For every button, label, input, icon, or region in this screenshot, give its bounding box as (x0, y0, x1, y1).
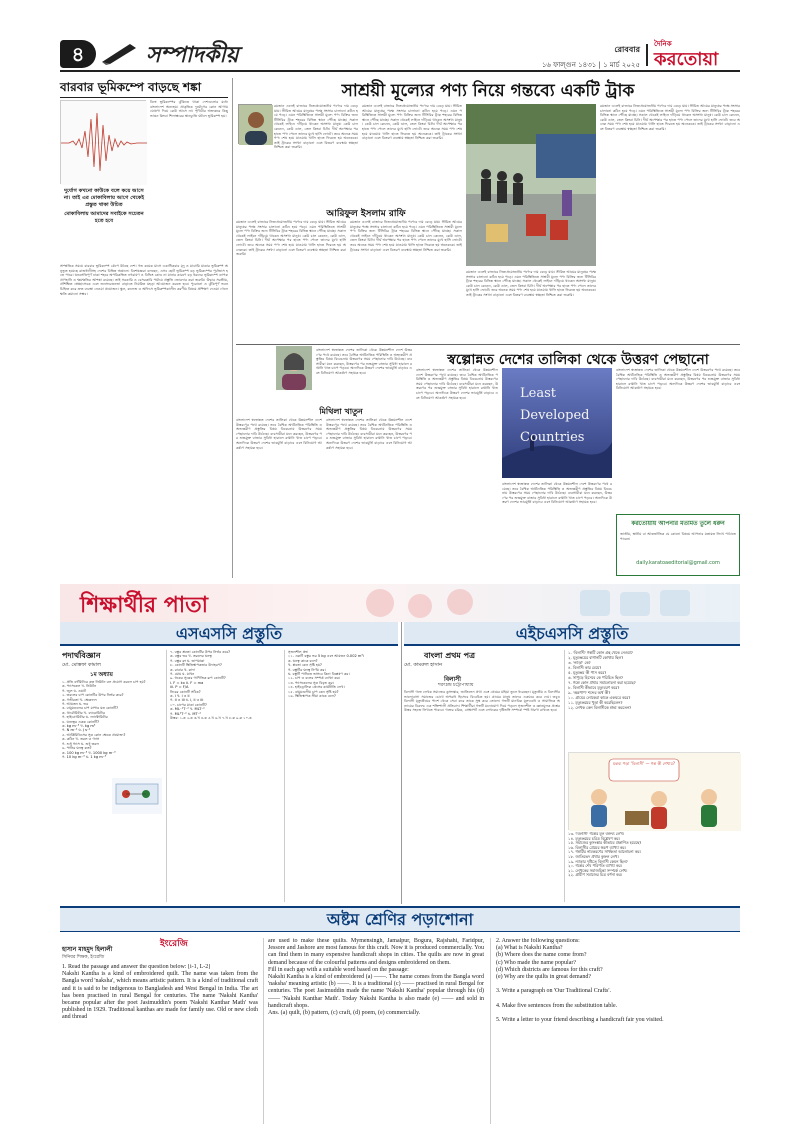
hsc-question-3: ৩. 'ন্যাড়া' কে? (568, 660, 591, 665)
header-divider (646, 44, 648, 66)
ldc-graphic-line3: Countries (520, 430, 585, 445)
ssc-title: এসএসসি প্রস্তুতি (175, 624, 283, 643)
truck-body-4: রমজান এলেই বাজারে নিত্যপ্রয়োজনীয় পণ্যের দাম বেড়ে যায়। সীমিত আয়ের মানুষের পক্ষে সংসার চালানো কঠিন হয়ে পড়ে। এমন পরিস্থিতিতে সাশ্রয়ী মূল্যে পণ্য বিক্রির জন্য টিসিবির ট্রাক শহরের বিভিন্ন স্থানে পৌঁছে যাচ্ছে। সকাল থেকেই লাইনে দাঁড়িয়ে থাকেন অসংখ্য মানুষ। কেউ চাল কেনেন, কেউ ডাল, তেল কিংবা চিনি। দীর্ঘ অপেক্ষার পর হাতে পণ্য পেলে তাদের মুখে হাসি ফোটে। তবে অনেক সময় পণ্য শেষ হয়ে যাওয়ায় খালি হাতে ফিরতে হয় অনেককে। তাই ট্রাকের সংখ্যা বাড়ানো এবং বিতরণ ব্যবস্থায় স্বচ্ছতা নিশ্চিত করা জরুরি। (350, 220, 462, 252)
truck-author: আরিফুল ইসলাম রাফি (326, 209, 406, 219)
hsc-cartoon-caption: মন্তব্য পড়া 'বিলাসী' — গল্প কী শেখায়? (613, 761, 675, 766)
hsc-question-12: ১২. লেখক কেন বিলাসীকে শ্রদ্ধা করতেন? (568, 705, 632, 710)
earthquake-article (60, 76, 228, 580)
ssc-mcq-col3: সৃজনশীল প্রশ্ন ১১. একটি বস্তুর ভর 5 kg এবং আয়তন 0.002 m³। ক. ঘনত্ব কাকে বলে? খ. প্লবতা কেন সৃষ্টি হয়? গ. বস্তুটির ঘনত্ব নির্ণয় কর। ঘ. বস্তুটি পানিতে ভাসবে কিনা বিশ্লেষণ কর। ১২. চাপ ও বলের সম্পর্ক ব্যাখ্যা কর। ১৩. প্যাসকেলের সূত্র বিবৃত কর। ১৪. হাইড্রোলিক প্রেসের কার্যনীতি লেখ। ১৫. বায়ুমণ্ডলীয় চাপ কেন সৃষ্টি হয়? ১৬. স্থিতিস্থাপক সীমা কাকে বলে? (288, 650, 365, 699)
pen-icon (100, 40, 140, 66)
hsc-title-bar (404, 622, 740, 646)
hsc-story-author: শরৎচন্দ্র চট্টোপাধ্যায় (438, 683, 474, 688)
brand-name: করতোয়া (654, 49, 719, 70)
section-rule-1 (236, 344, 740, 345)
hsc-question-1: ১. 'বিলাসী' গল্পটি কোন গ্রন্থ থেকে নেওয়া? (568, 650, 633, 655)
class8-col-divider-1 (263, 938, 264, 1124)
ssc-teacher: মো. মোস্তফা কামাল (62, 662, 101, 668)
hsc-question-11: ১১. মৃত্যুঞ্জয়ের খুড়া কী করেছিলেন? (568, 700, 623, 705)
header-date-block (520, 44, 640, 71)
ldc-article (236, 346, 740, 580)
hsc-question-13: ১৩. 'বিলাসী' গল্পের মূল বক্তব্য লেখ। (568, 832, 624, 836)
truck-body-5: রমজান এলেই বাজারে নিত্যপ্রয়োজনীয় পণ্যের দাম বেড়ে যায়। সীমিত আয়ের মানুষের পক্ষে সংসার চালানো কঠিন হয়ে পড়ে। এমন পরিস্থিতিতে সাশ্রয়ী মূল্যে পণ্য বিক্রির জন্য টিসিবির ট্রাক শহরের বিভিন্ন স্থানে পৌঁছে যাচ্ছে। সকাল থেকেই লাইনে দাঁড়িয়ে থাকেন অসংখ্য মানুষ। কেউ চাল কেনেন, কেউ ডাল, তেল কিংবা চিনি। দীর্ঘ অপেক্ষার পর হাতে পণ্য পেলে তাদের মুখে হাসি ফোটে। তবে অনেক সময় পণ্য শেষ হয়ে যাওয়ায় খালি হাতে ফিরতে হয় অনেককে। তাই ট্রাকের সংখ্যা বাড়ানো এবং বিতরণ ব্যবস্থায় স্বচ্ছতা নিশ্চিত করা জরুরি। (600, 104, 740, 131)
ldc-body-lead: বাংলাদেশ স্বল্পোন্নত দেশের তালিকা থেকে উন্নয়নশীল দেশে উত্তরণের পথে রয়েছে। তবে বৈশ্বিক অর্থনৈতিক পরিস্থিতি ও অভ্যন্তরীণ প্রস্তুতির বিষয় বিবেচনায় উত্তরণের সময় পেছানোর দাবি উঠেছে। ব্যবসায়ীরা মনে করছেন, উত্তরণের পর শুল্কমুক্ত বাজার সুবিধা হারালে রপ্তানি খাত চাপে পড়বে। অন্যদিকে উত্তরণ দেশের ভাবমূর্তি বাড়াবে এবং বিনিয়োগ আকর্ষণে সহায়ক হবে। (316, 348, 412, 375)
ssc-chapter: ১ম অধ্যায় (90, 672, 113, 678)
truck-photo (466, 104, 596, 266)
hsc-question-16: ১৬. বিলাসীর প্রেমের স্বরূপ ব্যাখ্যা কর। (568, 844, 626, 850)
hsc-question-4: ৪. বিলাসী কার মেয়ে? (568, 665, 602, 670)
page-header (0, 0, 800, 72)
hsc-teacher: মো. কামরুল হাসান (404, 662, 443, 668)
hsc-section (404, 622, 740, 904)
class8-col1: 1. Read the passage and answer the question below: [i-1, L-2] Nakshi Kantha is a kind of embroidered quilt. The name was taken from the Bangla word 'naksha', which means artistic pattern. It is a kind of traditional craft and it is said to be indigenous to Bangladesh and West Bengal in India. The art has been practised in rural Bengal for centuries. The name 'Nakshi Kantha' became popular after the poet Jasimuddin's poem 'Nakshi Kanthar Math' was published in 1929. Traditional kanthas are made for family use. Old or new cloth and thread (62, 964, 258, 1021)
header-rule (60, 70, 740, 72)
header-day: রোববার (614, 45, 640, 54)
column-divider (232, 78, 233, 578)
ssc-hsc-divider (401, 622, 402, 904)
hsc-question-2: ২. মৃত্যুঞ্জয়ের বাগানটি কোথায় ছিল? (568, 655, 624, 660)
ssc-mcq-col2: ৭. বস্তুর প্লবতা কোনটির উপর নির্ভর করে? ক. বস্তুর ভর খ. তরলের ঘনত্ব গ. বস্তুর রং ঘ. তাপমাত্রা ৮. কোনটি স্থিতিস্থাপকতার উদাহরণ? ক. রাবার খ. কাদা গ. মোম ঘ. মাখন ৯. হুকের সূত্রের গাণিতিক রূপ কোনটি? i. F = kx ii. F = ma iii. P = F/A নিচের কোনটি সঠিক? ক. i খ. i ও ii গ. ii ও iii ঘ. i, ii ও iii ১০. চাপের মাত্রা কোনটি? ক. ML⁻¹T⁻² খ. MLT⁻² গ. ML²T⁻² ঘ. MT⁻² উত্তর: ১.ক ২.ক ৩.খ ৪.ক ৫.খ ৬.খ ৭.খ ৮.ক ৯.ক ১০.ক (170, 650, 252, 721)
earthquake-side-text: বিশ্বে ভূমিকম্পের ঝুঁকিতে থাকা দেশগুলোর মধ্যে বাংলাদেশ অন্যতম। প্রাকৃতিক দুর্যোগের কোন আগাম ঘোষণা দিয়ে কেউ আসে না। পৃথিবীর অভ্যন্তরে কিছু ভাঙন কিংবা শিলাস্তরের স্থানচ্যুতি ঘটলে ভূমিকম্প হয়। (150, 100, 228, 118)
ldc-graphic-line1: Least (520, 386, 556, 401)
author-photo (238, 104, 272, 144)
ssc-title-bar (60, 622, 398, 646)
callout-text-1: দুর্যোগ কখনো কাউকে বলে কয়ে আসে না। তাই এর মোকাবিলায় আগে থেকেই প্রস্তুত থাকা উচিত (63, 188, 145, 208)
hsc-story-title: বিলাসী (444, 676, 461, 683)
ldc-title: স্বল্পোন্নত দেশের তালিকা থেকে উত্তরণ পেছানো (447, 352, 709, 368)
hsc-question-22: ২২. গ্রামীণ সমাজের চিত্র বর্ণনা কর। (568, 872, 623, 878)
opinion-contact-title: করতোয়ায় আপনার মতামত তুলে ধরুন (631, 520, 725, 527)
earthquake-title-bar (60, 76, 228, 98)
hsc-question-19: ১৯. ন্যাড়ার দৃষ্টিতে বিলাসী কেমন ছিল? (568, 858, 628, 864)
ldc-body-3: বাংলাদেশ স্বল্পোন্নত দেশের তালিকা থেকে উন্নয়নশীল দেশে উত্তরণের পথে রয়েছে। তবে বৈশ্বিক অর্থনৈতিক পরিস্থিতি ও অভ্যন্তরীণ প্রস্তুতির বিষয় বিবেচনায় উত্তরণের সময় পেছানোর দাবি উঠেছে। ব্যবসায়ীরা মনে করছেন, উত্তরণের পর শুল্কমুক্ত বাজার সুবিধা হারালে রপ্তানি খাত চাপে পড়বে। অন্যদিকে উত্তরণ দেশের ভাবমূর্তি বাড়াবে এবং বিনিয়োগ আকর্ষণে সহায়ক হবে। (416, 368, 498, 400)
ssc-col-divider-1 (166, 650, 167, 902)
section-title: সম্পাদকীয় (146, 42, 239, 68)
hsc-question-17: ১৭. গল্পটির নামকরণের সার্থকতা আলোচনা কর। (568, 849, 641, 855)
education-band (60, 584, 740, 622)
ldc-body-2: বাংলাদেশ স্বল্পোন্নত দেশের তালিকা থেকে উন্নয়নশীল দেশে উত্তরণের পথে রয়েছে। তবে বৈশ্বিক অর্থনৈতিক পরিস্থিতি ও অভ্যন্তরীণ প্রস্তুতির বিষয় বিবেচনায় উত্তরণের সময় পেছানোর দাবি উঠেছে। ব্যবসায়ীরা মনে করছেন, উত্তরণের পর শুল্কমুক্ত বাজার সুবিধা হারালে রপ্তানি খাত চাপে পড়বে। অন্যদিকে উত্তরণ দেশের ভাবমূর্তি বাড়াবে এবং বিনিয়োগ আকর্ষণে সহায়ক হবে। (326, 418, 412, 450)
class8-band (60, 906, 740, 932)
class8-col3: 2. Answer the following questions: (a) What is Nakshi Kantha? (b) Where does the name come from? (c) Who made the name popular? (d) Which districts are famous for this craft? (e) Why are the quilts in great demand? 3. Write a paragraph on 'Our Traditional Crafts'. 4. Make five sentences from the substitution table. 5. Write a letter to your friend describing a handicraft fair you visited. (496, 938, 664, 1024)
truck-title: সাশ্রয়ী মূল্যের পণ্য নিয়ে গন্তব্যে একটি ট্রাক (341, 81, 635, 101)
hsc-cartoon (568, 752, 740, 830)
truck-article (236, 76, 740, 342)
class8-col2: are used to make these quilts. Mymensingh, Jamalpur, Bogura, Rajshahi, Faridpur, Jessore and Jashore are most famous for this craft. Now it is produced commercially. You can find them in many expensive handicraft shops in cities. The quilts are now in great demand because of the colourful patterns and designs embroidered on them. Fill in each gap with a suitable word based on the passage: Nakshi Kantha is a kind of embroidered (a) ——. The name comes from the Bangla word 'naksha' meaning artistic (b) ——. It is a traditional (c) —— practised in rural Bengal for centuries. The poet Jasimuddin made the name 'Nakshi Kantha' popular through his (d) —— 'Nakshi Kanthar Math'. Today Nakshi Kantha is also made (e) —— and sold in handicraft shops. Ans. (a) quilt, (b) pattern, (c) craft, (d) poem, (e) commercially. (268, 938, 484, 1017)
ldc-author-photo (276, 346, 312, 390)
hsc-body-col1: বিলাসী গল্পে লেখক সমাজের কুসংস্কার, জাতিভেদ প্রথা এবং প্রেমের মহিমা তুলে ধরেছেন। মৃত্যুঞ্জয় ও বিলাসীর ভালোবাসা সমাজের চোখে অপরাধ হিসেবে বিবেচিত হয়। গ্রামের মানুষ তাদের একঘরে করে দেয়। তবুও বিলাসী মৃত্যুঞ্জয়ের পাশে থেকে সেবা করে তাকে সুস্থ করে তোলে। গল্পটি মানবিক মূল্যবোধ ও সামাজিক অন্যায়ের বিরুদ্ধে এক শক্তিশালী প্রতিবাদ। শিক্ষার্থীরা গল্পটি মনোযোগ দিয়ে পড়লে সৃজনশীল ও জ্ঞানমূলক প্রশ্নের উত্তর সহজে লিখতে পারবে। গল্পের চরিত্র, প্রেক্ষাপট এবং লেখকের দৃষ্টিভঙ্গি সম্পর্কে স্পষ্ট ধারণা রাখতে হবে। (404, 690, 560, 713)
brand-logo (654, 38, 744, 70)
hsc-question-20: ২০. গল্পের শেষ পরিণতি ব্যাখ্যা কর। (568, 863, 622, 869)
ldc-author: মিথিলা খাতুন (319, 407, 363, 416)
ldc-body-5: বাংলাদেশ স্বল্পোন্নত দেশের তালিকা থেকে উন্নয়নশীল দেশে উত্তরণের পথে রয়েছে। তবে বৈশ্বিক অর্থনৈতিক পরিস্থিতি ও অভ্যন্তরীণ প্রস্তুতির বিষয় বিবেচনায় উত্তরণের সময় পেছানোর দাবি উঠেছে। ব্যবসায়ীরা মনে করছেন, উত্তরণের পর শুল্কমুক্ত বাজার সুবিধা হারালে রপ্তানি খাত চাপে পড়বে। অন্যদিকে উত্তরণ দেশের ভাবমূর্তি বাড়াবে এবং বিনিয়োগ আকর্ষণে সহায়ক হবে। (502, 482, 612, 505)
hsc-question-8: ৮. বিলাসী কীভাবে মৃত্যুবরণ করে? (568, 685, 620, 690)
hsc-question-21: ২১. লেখকের সমাজচিন্তা সম্পর্কে লেখ। (568, 867, 628, 873)
brand-small: দৈনিক (654, 40, 672, 48)
page-number: ৪ (71, 42, 85, 66)
opinion-contact-email[interactable]: daily.karatoaeditorial@gmail.com (636, 560, 720, 566)
ssc-col-divider-2 (284, 650, 285, 902)
hsc-question-18: ১৮. জাতিভেদ প্রথার কুফল লেখ। (568, 853, 619, 859)
class8-band-title: অষ্টম শ্রেণির পড়াশোনা (326, 910, 474, 929)
class8-subject: ইংরেজি (160, 939, 188, 949)
truck-body-1: রমজান এলেই বাজারে নিত্যপ্রয়োজনীয় পণ্যের দাম বেড়ে যায়। সীমিত আয়ের মানুষের পক্ষে সংসার চালানো কঠিন হয়ে পড়ে। এমন পরিস্থিতিতে সাশ্রয়ী মূল্যে পণ্য বিক্রির জন্য টিসিবির ট্রাক শহরের বিভিন্ন স্থানে পৌঁছে যাচ্ছে। সকাল থেকেই লাইনে দাঁড়িয়ে থাকেন অসংখ্য মানুষ। কেউ চাল কেনেন, কেউ ডাল, তেল কিংবা চিনি। দীর্ঘ অপেক্ষার পর হাতে পণ্য পেলে তাদের মুখে হাসি ফোটে। তবে অনেক সময় পণ্য শেষ হয়ে যাওয়ায় খালি হাতে ফিরতে হয় অনেককে। তাই ট্রাকের সংখ্যা বাড়ানো এবং বিতরণ ব্যবস্থায় স্বচ্ছতা নিশ্চিত করা জরুরি। (274, 104, 358, 150)
hsc-question-list-2 (568, 832, 740, 902)
ssc-illustration (112, 778, 162, 814)
ldc-graphic (502, 368, 612, 478)
opinion-contact-body: জাতীয়, স্থানীয় বা আন্তর্জাতিক যে কোনো বিষয়ে আপনার মতামত লিখে পাঠাতে পারেন। (620, 532, 736, 541)
hsc-question-5: ৫. মৃত্যুঞ্জয় কী পাস করে? (568, 670, 607, 675)
hsc-title: এইচএসসি প্রস্তুতি (515, 624, 629, 643)
hsc-question-10: ১০. গ্রামের লোকেরা কাকে একঘরে করে? (568, 695, 631, 700)
ssc-section (60, 622, 398, 904)
ldc-body-4: বাংলাদেশ স্বল্পোন্নত দেশের তালিকা থেকে উন্নয়নশীল দেশে উত্তরণের পথে রয়েছে। তবে বৈশ্বিক অর্থনৈতিক পরিস্থিতি ও অভ্যন্তরীণ প্রস্তুতির বিষয় বিবেচনায় উত্তরণের সময় পেছানোর দাবি উঠেছে। ব্যবসায়ীরা মনে করছেন, উত্তরণের পর শুল্কমুক্ত বাজার সুবিধা হারালে রপ্তানি খাত চাপে পড়বে। অন্যদিকে উত্তরণ দেশের ভাবমূর্তি বাড়াবে এবং বিনিয়োগ আকর্ষণে সহায়ক হবে। (616, 368, 740, 391)
education-band-title: শিক্ষার্থীর পাতা (80, 592, 209, 618)
hsc-question-7: ৭. গল্পে কোন প্রথার সমালোচনা করা হয়েছে? (568, 680, 636, 685)
hsc-col-divider (564, 650, 565, 902)
class8-section (60, 934, 740, 1126)
callout-text-2: মোকাবিলায় আমাদের সবাইকে সচেতন হতে হবে (64, 211, 144, 224)
truck-body-2: রমজান এলেই বাজারে নিত্যপ্রয়োজনীয় পণ্যের দাম বেড়ে যায়। সীমিত আয়ের মানুষের পক্ষে সংসার চালানো কঠিন হয়ে পড়ে। এমন পরিস্থিতিতে সাশ্রয়ী মূল্যে পণ্য বিক্রির জন্য টিসিবির ট্রাক শহরের বিভিন্ন স্থানে পৌঁছে যাচ্ছে। সকাল থেকেই লাইনে দাঁড়িয়ে থাকেন অসংখ্য মানুষ। কেউ চাল কেনেন, কেউ ডাল, তেল কিংবা চিনি। দীর্ঘ অপেক্ষার পর হাতে পণ্য পেলে তাদের মুখে হাসি ফোটে। তবে অনেক সময় পণ্য শেষ হয়ে যাওয়ায় খালি হাতে ফিরতে হয় অনেককে। তাই ট্রাকের সংখ্যা বাড়ানো এবং বিতরণ ব্যবস্থায় স্বচ্ছতা নিশ্চিত করা জরুরি। (362, 104, 462, 141)
class8-teacher: হাসান মাহমুদ হিলালী (62, 946, 113, 953)
earthquake-title: বারবার ভূমিকম্পে বাড়ছে শঙ্কা (60, 80, 202, 94)
earthquake-callout (62, 188, 146, 225)
earthquake-body (60, 264, 228, 576)
earthquake-body-text: সাম্প্রতিক সময়ে বারবার ভূমিকম্পে কেঁপে উঠছে দেশ। গত কয়েক মাসে একাধিকবার মৃদু ও মাঝারি মাত্রার ভূমিকম্প অনুভূত হয়েছে রাজধানীসহ দেশের বিভিন্ন অঞ্চলে। বিশেষজ্ঞরা বলছেন, এসব ছোট ভূমিকম্প বড় ভূমিকম্পের পূর্বাভাস হতে পারে। ঘনবসতিপূর্ণ ঢাকা শহরে অপরিকল্পিত নগরায়ণ ও বিল্ডিং কোড না মানার কারণে বড় ধরনের ভূমিকম্পে ব্যাপক প্রাণহানি ও ক্ষয়ক্ষতির আশঙ্কা রয়েছে। তাই সরকারি ও বেসরকারি পর্যায়ে প্রস্তুতি জোরদার করা জরুরি। উদ্ধার সরঞ্জাম, প্রশিক্ষিত স্বেচ্ছাসেবক এবং জনসচেতনতা বাড়াতে নিয়মিত মহড়া আয়োজন করতে হবে। পুরোনো ও ঝুঁকিপূর্ণ ভবন চিহ্নিত করে দ্রুত ব্যবস্থা নেওয়া প্রয়োজন। স্কুল, কলেজ ও অফিসে ভূমিকম্পকালীন করণীয় বিষয়ে প্রশিক্ষণ দেওয়া গেলে ক্ষতি কমানো সম্ভব। (60, 264, 228, 296)
header-date: ১৬ ফাল্গুন ১৪৩১ | ১ মার্চ ২০২৫ (541, 61, 640, 69)
hsc-question-list (568, 650, 740, 750)
page-number-badge (60, 40, 96, 68)
class8-col-divider-2 (490, 938, 491, 1124)
truck-body-3: রমজান এলেই বাজারে নিত্যপ্রয়োজনীয় পণ্যের দাম বেড়ে যায়। সীমিত আয়ের মানুষের পক্ষে সংসার চালানো কঠিন হয়ে পড়ে। এমন পরিস্থিতিতে সাশ্রয়ী মূল্যে পণ্য বিক্রির জন্য টিসিবির ট্রাক শহরের বিভিন্ন স্থানে পৌঁছে যাচ্ছে। সকাল থেকেই লাইনে দাঁড়িয়ে থাকেন অসংখ্য মানুষ। কেউ চাল কেনেন, কেউ ডাল, তেল কিংবা চিনি। দীর্ঘ অপেক্ষার পর হাতে পণ্য পেলে তাদের মুখে হাসি ফোটে। তবে অনেক সময় পণ্য শেষ হয়ে যাওয়ায় খালি হাতে ফিরতে হয় অনেককে। তাই ট্রাকের সংখ্যা বাড়ানো এবং বিতরণ ব্যবস্থায় স্বচ্ছতা নিশ্চিত করা জরুরি। (236, 220, 346, 257)
ldc-graphic-line2: Developed (520, 408, 590, 423)
ssc-subject: পদার্থবিজ্ঞান (62, 651, 101, 660)
seismograph-image (60, 100, 146, 184)
hsc-question-15: ১৫. সমাজের কুসংস্কার কীভাবে প্রকাশিত হয়েছে? (568, 840, 642, 846)
hsc-question-6: ৬. সাপুড়ে হিসেবে কে পরিচিত ছিল? (568, 675, 624, 680)
truck-body-6: রমজান এলেই বাজারে নিত্যপ্রয়োজনীয় পণ্যের দাম বেড়ে যায়। সীমিত আয়ের মানুষের পক্ষে সংসার চালানো কঠিন হয়ে পড়ে। এমন পরিস্থিতিতে সাশ্রয়ী মূল্যে পণ্য বিক্রির জন্য টিসিবির ট্রাক শহরের বিভিন্ন স্থানে পৌঁছে যাচ্ছে। সকাল থেকেই লাইনে দাঁড়িয়ে থাকেন অসংখ্য মানুষ। কেউ চাল কেনেন, কেউ ডাল, তেল কিংবা চিনি। দীর্ঘ অপেক্ষার পর হাতে পণ্য পেলে তাদের মুখে হাসি ফোটে। তবে অনেক সময় পণ্য শেষ হয়ে যাওয়ায় খালি হাতে ফিরতে হয় অনেককে। তাই ট্রাকের সংখ্যা বাড়ানো এবং বিতরণ ব্যবস্থায় স্বচ্ছতা নিশ্চিত করা জরুরি। (466, 270, 596, 297)
ldc-body-1: বাংলাদেশ স্বল্পোন্নত দেশের তালিকা থেকে উন্নয়নশীল দেশে উত্তরণের পথে রয়েছে। তবে বৈশ্বিক অর্থনৈতিক পরিস্থিতি ও অভ্যন্তরীণ প্রস্তুতির বিষয় বিবেচনায় উত্তরণের সময় পেছানোর দাবি উঠেছে। ব্যবসায়ীরা মনে করছেন, উত্তরণের পর শুল্কমুক্ত বাজার সুবিধা হারালে রপ্তানি খাত চাপে পড়বে। অন্যদিকে উত্তরণ দেশের ভাবমূর্তি বাড়াবে এবং বিনিয়োগ আকর্ষণে সহায়ক হবে। (236, 418, 322, 450)
opinion-contact-box (616, 514, 740, 576)
ssc-mcq-col1: ১. প্রতি বর্গমিটারে কত নিউটন বল প্রয়োগ করলে চাপ হয়? ক. প্যাসকেল খ. নিউটন গ. জুল ঘ. ওয়াট ২. তরলের চাপ কোনটির উপর নির্ভর করে? ক. গভীরতা খ. ক্ষেত্রফল গ. আয়তন ঘ. ভর ৩. বায়ুমণ্ডলের চাপ মাপার যন্ত্র কোনটি? ক. থার্মোমিটার খ. ব্যারোমিটার গ. হাইগ্রোমিটার ঘ. ল্যাক্টোমিটার ৪. ঘনত্বের একক কোনটি? ক. kg m⁻³ খ. kg m³ গ. N m⁻² ঘ. J s⁻¹ ৫. আর্কিমিডিসের সূত্র কোন ক্ষেত্রে প্রযোজ্য? ক. কঠিন খ. তরল ও গ্যাস গ. শুধু গ্যাস ঘ. শুধু তরল ৬. পানির ঘনত্ব কত? ক. 100 kg m⁻³ খ. 1000 kg m⁻³ গ. 10 kg m⁻³ ঘ. 1 kg m⁻³ (62, 680, 146, 759)
hsc-question-14: ১৪. মৃত্যুঞ্জয়ের চরিত্র বিশ্লেষণ কর। (568, 835, 620, 841)
class8-teacher-role: সিনিয়র শিক্ষক, ইংরেজি (62, 955, 105, 960)
hsc-question-9: ৯. 'অন্নপাপ' শব্দের অর্থ কী? (568, 690, 611, 695)
hsc-subject: বাংলা প্রথম পত্র (424, 651, 475, 660)
